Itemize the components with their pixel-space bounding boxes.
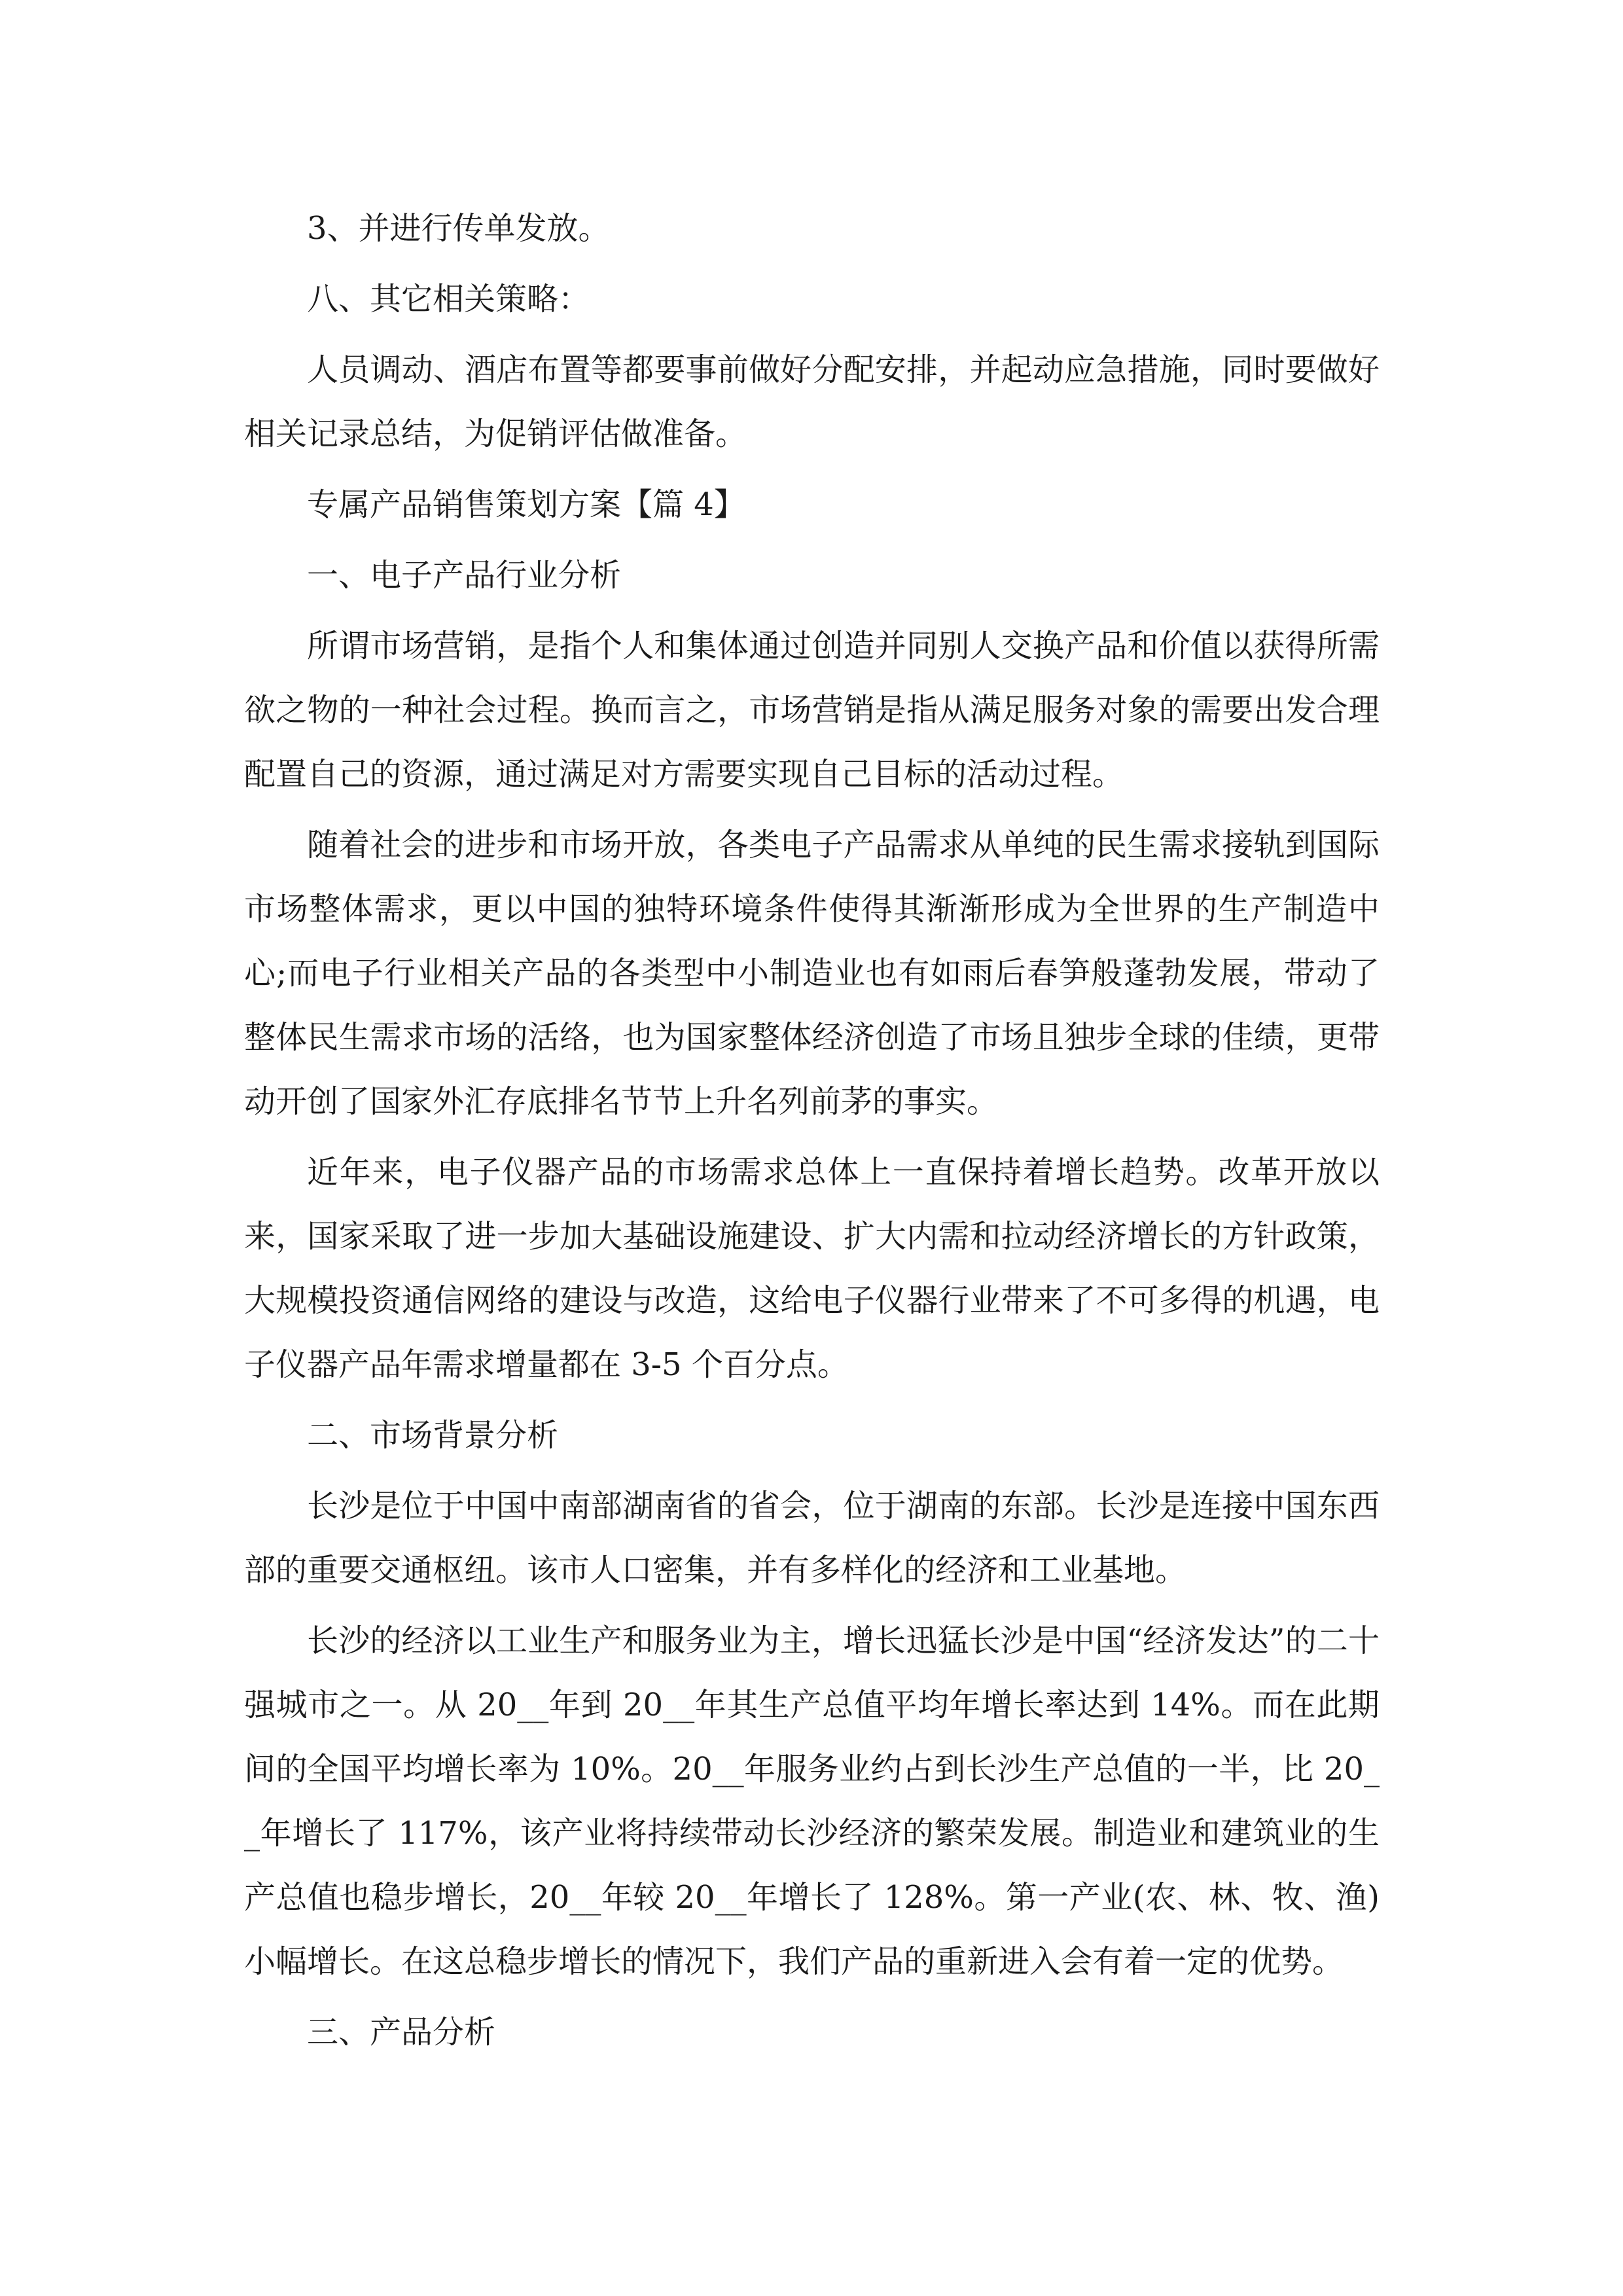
section-heading-other-strategies: 八、其它相关策略： (307, 281, 590, 317)
paragraph-market-opening: 随着社会的进步和市场开放，各类电子产品需求从单纯的民生需求接轨到国际市场整体需求，更以中国的独特环境条件使得其渐渐形成为全世界的生产制造中心;而电子行业相关产品的各类型中小制造业也有如雨后春笋般蓬勃发展，带动了整体民生需求市场的活络，也为国家整体经济创造了市场且独步全球的佳绩，更带动开创了国家外汇存底排名节节上升名列前茅的事实。 (244, 827, 1380, 1120)
section-heading-market-background: 二、市场背景分析 (307, 1417, 559, 1454)
section-heading-industry-analysis: 一、电子产品行业分析 (307, 557, 622, 594)
paragraph-staffing: 人员调动、酒店布置等都要事前做好分配安排，并起动应急措施，同时要做好相关记录总结，为促销评估做准备。 (244, 351, 1380, 452)
document-body (244, 196, 1380, 2071)
paragraph-instrument-demand: 近年来，电子仪器产品的市场需求总体上一直保持着增长趋势。改革开放以来，国家采取了进一步加大基础设施建设、扩大内需和拉动经济增长的方针政策，大规模投资通信网络的建设与改造，这给电子仪器行业带来了不可多得的机遇，电子仪器产品年需求增量都在 3-5 个百分点。 (244, 1154, 1380, 1383)
list-item-leaflet: 3、并进行传单发放。 (307, 210, 610, 247)
paragraph-changsha-economy: 长沙的经济以工业生产和服务业为主，增长迅猛长沙是中国“经济发达”的二十强城市之一。从 20__年到 20__年其生产总值平均年增长率达到 14%。而在此期间的全国平均增长率为 10%。20__年服务业约占到长沙生产总值的一半，比 20__年增长了 117%，该产业将持续带动长沙经济的繁荣发展。制造业和建筑业的生产总值也稳步增长，20__年较 20__年增长了 128%。第一产业(农、林、牧、渔)小幅增长。在这总稳步增长的情况下，我们产品的重新进入会有着一定的优势。 (244, 1623, 1380, 1980)
document-title-part-4: 专属产品销售策划方案【篇 4】 (307, 486, 745, 523)
section-heading-product-analysis: 三、产品分析 (307, 2014, 496, 2051)
paragraph-marketing-definition: 所谓市场营销，是指个人和集体通过创造并同别人交换产品和价值以获得所需欲之物的一种社会过程。换而言之，市场营销是指从满足服务对象的需要出发合理配置自己的资源，通过满足对方需要实现自己目标的活动过程。 (244, 628, 1380, 793)
paragraph-changsha-location: 长沙是位于中国中南部湖南省的省会，位于湖南的东部。长沙是连接中国东西部的重要交通枢纽。该市人口密集，并有多样化的经济和工业基地。 (244, 1488, 1380, 1588)
